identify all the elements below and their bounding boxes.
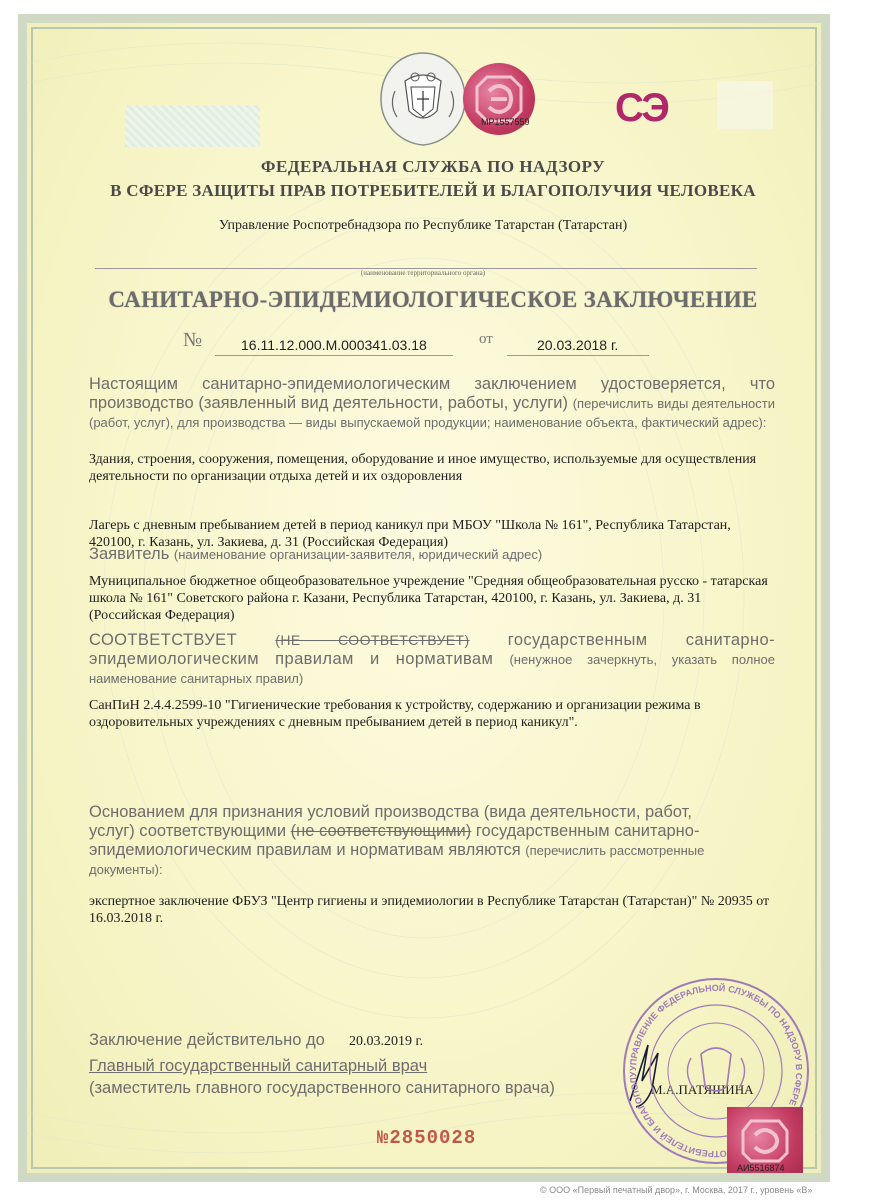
printer-line: © ООО «Первый печатный двор», г. Москва, 2017 г., уровень «В» bbox=[540, 1185, 813, 1195]
signatory-name: М.А.ПАТЯШИНА bbox=[651, 1082, 754, 1097]
security-pattern bbox=[717, 81, 773, 129]
production-typed-1: Здания, строения, сооружения, помещения, оборудование и иное имущество, используемые для осуществления деятельности по организации отдыха детей и их оздоровления bbox=[89, 452, 757, 484]
applicant-paragraph bbox=[89, 545, 775, 564]
sanpin-typed: СанПиН 2.4.4.2599-10 "Гигиенические требования к устройству, содержанию и организации режима в оздоровительных учреждениях с дневным пребыванием детей в период каникул". bbox=[89, 698, 701, 730]
valid-value: 20.03.2019 г. bbox=[349, 1034, 424, 1049]
number-value: 16.11.12.000.М.000341.03.18 bbox=[241, 337, 427, 353]
security-pattern bbox=[125, 105, 260, 147]
applicant-typed: Муниципальное бюджетное общеобразовательное учреждение "Средняя общеобразовательная русско - татарская школа № 161" Советского района г. Казани, Республика Татарстан, 420100, г. Казань, ул. Закиева, д. 31 (Российская Федерация) bbox=[89, 574, 768, 623]
date-value: 20.03.2018 г. bbox=[537, 337, 619, 353]
basis-paragraph bbox=[89, 803, 775, 879]
production-printed-small: (перечислить виды деятельности (работ, услуг), для производства — виды выпускаемой продукции; наименование объекта, фактический адрес): bbox=[89, 396, 775, 430]
agency-line1: ФЕДЕРАЛЬНАЯ СЛУЖБА ПО НАДЗОРУ bbox=[260, 157, 606, 176]
divider bbox=[215, 355, 453, 356]
hologram-code: МР1557559 bbox=[481, 117, 530, 127]
basis-line2a: услуг) соответствующими bbox=[89, 822, 287, 840]
date-label: от bbox=[479, 331, 493, 347]
cert-mark: СЭ bbox=[615, 86, 668, 130]
stamp-text: УПРАВЛЕНИЕ ФЕДЕРАЛЬНОЙ СЛУЖБЫ ПО НАДЗОРУ В СФЕРЕ ОТРЕБИТЕЛЕЙ И БЛАГОПОЛУ bbox=[627, 982, 805, 1160]
basis-line3b: (перечислить рассмотренные bbox=[525, 843, 705, 858]
basis-line2b: (не соответствующими) bbox=[290, 822, 472, 840]
applicant-label: Заявитель bbox=[89, 545, 170, 563]
basis-line4: документы): bbox=[89, 862, 163, 877]
emblem-icon bbox=[375, 51, 471, 147]
form-number: №2850028 bbox=[377, 1127, 477, 1149]
territorial-body: Управление Роспотребнадзора по Республике Татарстан (Татарстан) bbox=[218, 218, 628, 233]
divider bbox=[507, 355, 649, 356]
conformity-rest-small: (ненужное зачеркнуть, указать полное наименование санитарных правил) bbox=[89, 652, 775, 686]
production-typed-2: Лагерь с дневным пребыванием детей в период каникул при МБОУ "Школа № 161", Республика Татарстан, 420100, г. Казань, ул. Закиева, д. 31 (Российская Федерация) bbox=[89, 518, 731, 550]
hologram-top bbox=[463, 63, 535, 135]
basis-line2c: государственным санитарно- bbox=[475, 822, 700, 840]
territorial-caption: (наименование территориального органа) bbox=[360, 269, 486, 277]
valid-label: Заключение действительно до bbox=[89, 1031, 325, 1049]
basis-line2 bbox=[89, 822, 775, 841]
expert-conclusion-typed: экспертное заключение ФБУЗ "Центр гигиены и эпидемиологии в Республике Татарстан (Татарстан)" № 20935 от 16.03.2018 г. bbox=[89, 894, 770, 926]
conformity-rest-2: эпидемиологическим правилам и нормативам bbox=[89, 650, 494, 668]
agency-line2: В СФЕРЕ ЗАЩИТЫ ПРАВ ПОТРЕБИТЕЛЕЙ И БЛАГОПОЛУЧИЯ ЧЕЛОВЕКА bbox=[110, 181, 756, 200]
not-conforms-text: (НЕ СООТВЕТСТВУЕТ) bbox=[275, 632, 470, 648]
certificate-sheet bbox=[18, 14, 830, 1182]
basis-line3a: эпидемиологическим правилам и нормативам являются bbox=[89, 841, 521, 859]
official-title: Главный государственный санитарный врач bbox=[89, 1057, 428, 1075]
hologram-code-bottom: АИ5516874 bbox=[737, 1163, 785, 1173]
basis-line3 bbox=[89, 841, 775, 860]
official-deputy: (заместитель главного государственного санитарного врача) bbox=[89, 1079, 555, 1097]
conforms-text: СООТВЕТСТВУЕТ bbox=[89, 631, 238, 649]
applicant-label-small: (наименование организации-заявителя, юридический адрес) bbox=[173, 547, 543, 562]
conformity-paragraph bbox=[89, 631, 775, 688]
production-printed: Настоящим санитарно-эпидемиологическим заключением удостоверяется, что производство (заявленный вид деятельности, работы, услуги) bbox=[89, 375, 775, 412]
hologram-bottom bbox=[727, 1107, 803, 1179]
production-paragraph bbox=[89, 375, 775, 432]
number-label: № bbox=[183, 329, 203, 351]
basis-line1: Основанием для признания условий производства (вида деятельности, работ, bbox=[89, 803, 692, 821]
conformity-rest-1: государственным санитарно- bbox=[507, 631, 775, 649]
printer-strip bbox=[0, 1182, 872, 1200]
document-title: САНИТАРНО-ЭПИДЕМИОЛОГИЧЕСКОЕ ЗАКЛЮЧЕНИЕ bbox=[108, 287, 758, 312]
